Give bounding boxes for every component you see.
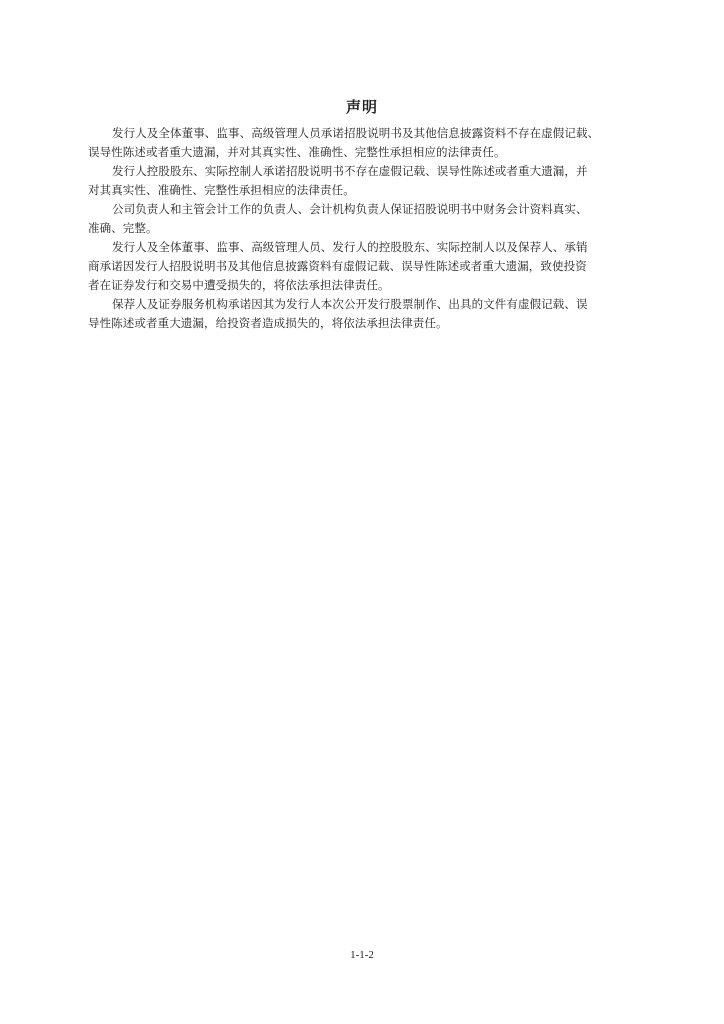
paragraph-line: 商承诺因发行人招股说明书及其他信息披露资料有虚假记载、误导性陈述或者重大遗漏，致使投资 (88, 259, 587, 273)
paragraph-line: 发行人及全体董事、监事、高级管理人员、发行人的控股股东、实际控制人以及保荐人、承销 (112, 240, 588, 254)
paragraph-line: 发行人控股股东、实际控制人承诺招股说明书不存在虚假记载、误导性陈述或者重大遗漏，并 (112, 164, 588, 178)
paragraph-investor-loss (88, 238, 648, 295)
paragraph-line: 误导性陈述或者重大遗漏，并对其真实性、准确性、完整性承担相应的法律责任。 (88, 145, 506, 159)
page-number: 1-1-2 (350, 949, 374, 961)
paragraph-line: 保荐人及证券服务机构承诺因其为发行人本次公开发行股票制作、出具的文件有虚假记载、误 (112, 297, 588, 311)
paragraph-controlling-shareholder (88, 162, 648, 200)
paragraph-line: 发行人及全体董事、监事、高级管理人员承诺招股说明书及其他信息披露资料不存在虚假记载、 (112, 126, 600, 140)
paragraph-sponsor-service-agencies (88, 295, 648, 333)
paragraph-line: 公司负责人和主管会计工作的负责人、会计机构负责人保证招股说明书中财务会计资料真实、 (112, 202, 588, 216)
paragraph-line: 准确、完整。 (88, 221, 158, 235)
statement-body (88, 124, 648, 333)
page-title: 声明 (345, 98, 378, 116)
paragraph-line: 对其真实性、准确性、完整性承担相应的法律责任。 (88, 183, 355, 197)
paragraph-issuer-directors (88, 124, 648, 162)
paragraph-line: 者在证券发行和交易中遭受损失的，将依法承担法律责任。 (88, 278, 390, 292)
paragraph-line: 导性陈述或者重大遗漏，给投资者造成损失的，将依法承担法律责任。 (88, 316, 448, 330)
paragraph-accounting-head (88, 200, 648, 238)
